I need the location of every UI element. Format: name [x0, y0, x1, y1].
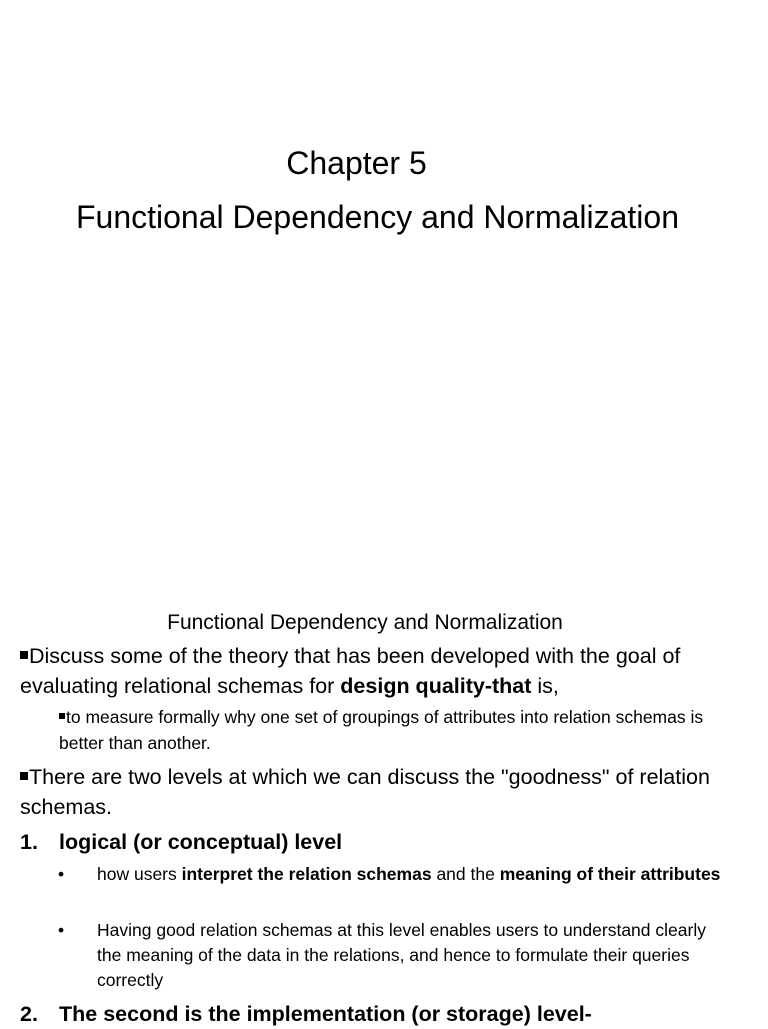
bullet-interpret	[58, 862, 748, 887]
numbered-item-2	[20, 999, 760, 1029]
paragraph-goal-bold: design quality-that	[340, 674, 532, 698]
bullet-text-seg: and the	[431, 864, 500, 884]
section-heading: Functional Dependency and Normalization	[167, 611, 563, 634]
numbered-item-1	[20, 827, 760, 857]
paragraph-goal-text: Discuss some of the theory that has been developed with the goal of evaluating relational schemas for	[20, 644, 681, 698]
item-label: logical (or conceptual) level	[59, 830, 343, 854]
bullet-bold-seg: meaning of their attributes	[499, 864, 721, 884]
square-bullet-icon	[20, 651, 28, 659]
item-label: The second is the implementation (or storage) level-	[59, 1002, 592, 1026]
slide-title: Functional Dependency and Normalization	[75, 199, 679, 235]
paragraph-goal-tail: is,	[531, 674, 559, 698]
square-bullet-icon	[20, 772, 28, 780]
bullet-dot-icon: •	[58, 864, 65, 884]
bullet-bold-seg: interpret the relation schemas	[181, 864, 432, 884]
paragraph-goal	[20, 641, 760, 701]
item-number: 1.	[20, 830, 38, 854]
bullet-text: Having good relation schemas at this level enables users to understand clearly the meaning of the data in the relations, and hence to formulate their queries correctly	[97, 920, 706, 990]
bullet-good-schemas	[58, 918, 748, 993]
chapter-label: Chapter 5	[286, 145, 427, 181]
bullet-text	[97, 862, 727, 887]
sub-point-measure	[59, 704, 749, 756]
bullet-text-seg: how users	[97, 864, 182, 884]
square-bullet-icon	[59, 713, 65, 719]
paragraph-levels	[20, 762, 760, 822]
sub-point-text: to measure formally why one set of groupings of attributes into relation schemas is better than another.	[59, 707, 704, 753]
bullet-dot-icon: •	[58, 920, 65, 940]
paragraph-levels-text: There are two levels at which we can discuss the "goodness" of relation schemas.	[20, 765, 710, 819]
item-number: 2.	[20, 1002, 38, 1026]
